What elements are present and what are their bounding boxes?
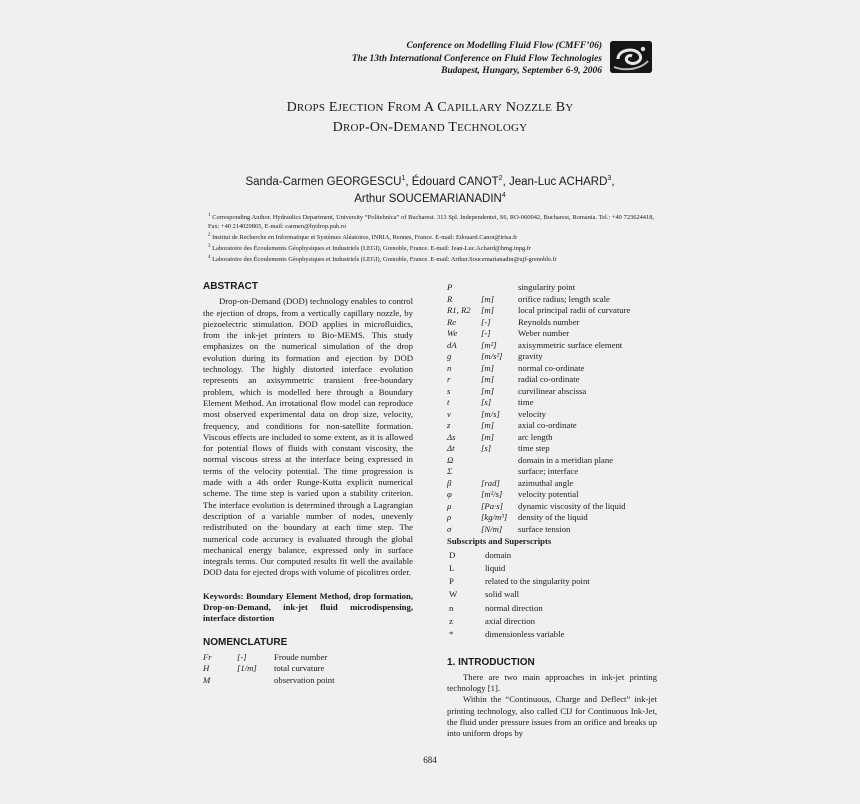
nomenclature-desc: normal co-ordinate [518,362,585,373]
subscript-desc: related to the singularity point [485,576,590,587]
nomenclature-row [447,455,630,467]
nomenclature-sym: Fr [203,651,212,662]
nomenclature-desc: domain in a meridian plane [518,454,614,465]
nomenclature-sym: Ω [447,454,454,465]
nomenclature-sym: σ [447,523,452,534]
nomenclature-sym: dA [447,339,457,350]
subscript-row [449,629,590,640]
subscript-sym: P [449,576,454,587]
subscript-desc: dimensionless variable [485,629,565,640]
nomenclature-sym: R [447,293,453,304]
subscript-sym: D [449,549,456,560]
subscript-row [449,589,590,600]
nomenclature-sym: We [447,328,458,338]
nomenclature-desc: surface; interface [518,466,579,476]
nomenclature-unit: [m] [481,431,495,442]
nomenclature-sym: ρ [447,512,452,522]
affiliation-item: $^4$ Laboratoire des Écoulements Géophysiques et Industriels (LEGI), Grenoble, France. E-mail: Arthur.Soucemarianadin@ujf-grenoble.fr [208,255,557,264]
subscript-sym: n [449,602,454,613]
nomenclature-row [447,363,630,375]
nomenclature-unit: [m] [481,362,495,373]
nomenclature-desc: gravity [518,351,543,361]
nomenclature-sym: Δt [447,443,455,453]
nomenclature-sym: H [203,663,210,674]
nomenclature-desc: orifice radius; length scale [518,293,610,304]
nomenclature-sym: r [447,374,451,384]
nomenclature-sym: φ [447,489,452,499]
nomenclature-row [447,328,630,340]
nomenclature-unit [237,675,274,687]
nomenclature-unit: [-] [481,328,491,338]
nomenclature-sym: z [447,420,451,430]
nomenclature-sym: β [447,477,452,488]
nomenclature-desc: axial co-ordinate [518,420,577,430]
subscript-row [449,576,590,587]
conference-logo [610,41,652,73]
nomenclature-desc: Reynolds number [518,316,580,327]
nomenclature-row [447,374,630,386]
nomenclature-unit: [Pa·s] [481,500,503,511]
nomenclature-sym: t [447,397,450,407]
nomenclature-desc: radial co-ordinate [518,374,580,384]
author-affil-mark: 4 [501,192,506,200]
nomenclature-unit: [-] [237,651,247,662]
nomenclature-row [447,420,630,432]
nomenclature-desc: surface tension [518,523,571,534]
nomenclature-row [447,340,630,352]
subscript-desc: liquid [485,562,506,573]
nomenclature-sym: Re [447,316,457,327]
nomenclature-row [447,443,630,455]
nomenclature-desc: density of the liquid [518,512,588,522]
nomenclature-unit: [m/s²] [481,351,503,361]
nomenclature-row [203,675,335,687]
nomenclature-sym: n [447,362,452,373]
nomenclature-unit: [rad] [481,477,500,488]
introduction-paragraph-1: There are two main approaches in ink-jet printing technology [1]. [447,671,657,694]
nomenclature-desc: velocity [518,408,546,419]
affiliation-item: $^3$ Laboratoire des Écoulements Géophysiques et Industriels (LEGI), Grenoble, France. E-mail: Jean-Luc.Achard@hmg.inpg.fr [208,244,532,253]
nomenclature-row [447,501,630,513]
nomenclature-table-left [203,652,335,687]
nomenclature-desc: time step [518,443,550,453]
nomenclature-row [447,351,630,363]
nomenclature-desc: axisymmetric surface element [518,339,623,350]
subscript-desc: normal direction [485,602,543,613]
nomenclature-unit [481,466,518,478]
nomenclature-desc: Weber number [518,328,570,338]
nomenclature-row [447,305,630,317]
nomenclature-desc: time [518,397,534,407]
nomenclature-desc: dynamic viscosity of the liquid [518,500,626,511]
subscripts-table [447,548,592,643]
subscript-desc: solid wall [485,589,520,600]
nomenclature-unit: [m] [481,374,495,384]
abstract-heading: ABSTRACT [203,281,258,292]
affiliation-item: $^1$ Corresponding Author. Hydraulics Department, University “Politehnica” of Bucharest. 313 Spl. Independentei, S6, RO-060042, Bucharest, Romania. Tel.: +40 723624418, Fax: +40 214029865, E-mail: carmen@hydrop.pub.ro [208,213,654,231]
nomenclature-unit: [m] [481,305,495,315]
left-column [203,281,413,686]
nomenclature-unit: [m²] [481,339,497,350]
author-name: Sanda-Carmen GEORGESCU [245,175,402,188]
nomenclature-desc: Froude number [274,651,328,662]
nomenclature-row [447,409,630,421]
affiliations [208,211,654,265]
nomenclature-unit: [m/s] [481,408,500,419]
nomenclature-sym: M [203,674,211,685]
nomenclature-unit: [m] [481,385,495,396]
nomenclature-row [447,282,630,294]
nomenclature-desc: velocity potential [518,489,579,499]
nomenclature-row [447,524,630,536]
author-name: Jean-Luc ACHARD [508,175,608,188]
nomenclature-unit: [kg/m³] [481,512,508,522]
nomenclature-unit [481,455,518,467]
nomenclature-row [447,386,630,398]
header-line-2: The 13th International Conference on Fluid Flow Technologies [351,53,602,64]
subscript-sym: W [449,589,458,600]
nomenclature-desc: singularity point [518,282,576,292]
nomenclature-desc: local principal radii of curvature [518,305,631,315]
nomenclature-table-right [447,282,630,535]
nomenclature-row [447,512,630,524]
introduction-heading: 1. INTRODUCTION [447,656,535,668]
subscript-sym: * [449,629,454,640]
nomenclature-unit: [s] [481,443,492,453]
author-affil-mark: 1 [401,175,406,182]
subscripts-heading: Subscripts and Superscripts [447,536,552,546]
subscript-desc: axial direction [485,615,535,626]
nomenclature-row [447,432,630,444]
affiliation-item: $^2$ Institut de Recherche en Informatique et Systèmes Aléatoires, INRIA, Rennes, France. E-mail: Edouard.Canot@irisa.fr [208,233,518,242]
nomenclature-sym: P [447,282,453,292]
conference-header [352,40,602,78]
nomenclature-sym: μ [447,500,452,511]
header-line-3: Budapest, Hungary, September 6-9, 2006 [441,66,602,76]
author-name: Arthur SOUCEMARIANADIN [354,193,502,206]
nomenclature-unit: [m] [481,293,495,304]
right-column [447,282,657,740]
nomenclature-row [203,663,335,675]
nomenclature-desc: arc length [518,431,553,442]
nomenclature-row [447,397,630,409]
nomenclature-sym: Σ [447,466,453,476]
nomenclature-row [447,294,630,306]
nomenclature-unit: [s] [481,397,492,407]
abstract-text: Drop-on-Demand (DOD) technology enables to control the ejection of drops, from a vertically capillary nozzle, by piezoelectric stimulation. DOD applies in microfluidics, from the ink-jet printers to Bio-MEMS. This study emphasizes on the numerical simulation of the drop evolution during its formation and ejection by DOD technology. The highly distorted interface evolution represents an axisymmetric transient free-boundary problem, which is modelled here through a Boundary Element Method. An irrotational flow model can reproduce most observed experimental data on drop size, velocity, frequency, and conditions for non-satellite formation. Viscous effects are included to some extent, as it is allowed for potential flows of fluids with constant viscosity, the normal viscous stress at the interface being expressed in terms of the velocity potential. The time progression is made with a 4th order Runge-Kutta explicit numerical scheme. The time step is varied upon a stability criterion. The interface evolution is determined through a Lagrangian description of a variable number of nodes, unevenly redistributed on the boundary at each time step. The numerical code accuracy is evaluated through the global mechanical energy balance, expressed only in surface integrals terms. Our computed results fit well the available DOD data for ejected drops with volume of picolitres order. [203,296,413,578]
subscript-row [449,563,590,574]
author-affil-mark: 2 [498,175,503,182]
nomenclature-row [203,652,335,664]
author-name: Édouard CANOT [411,175,499,188]
author-list: Sanda-Carmen GEORGESCU$^1$, Édouard CANOT$^2$, Jean-Luc ACHARD$^3$, Arthur SOUCEMARIANADIN$^4$ [245,175,615,206]
subscript-row [449,550,590,561]
subscript-row [449,616,590,627]
subscript-row [449,603,590,614]
nomenclature-unit [481,282,518,294]
nomenclature-unit: [N/m] [481,523,503,534]
nomenclature-unit: [1/m] [237,663,257,674]
subscript-desc: domain [485,549,512,560]
author-affil-mark: 3 [607,175,612,182]
subscript-sym: L [449,562,455,573]
page-number: 684 [423,755,437,765]
nomenclature-desc: observation point [274,674,335,685]
paper-title-line-1: DROPS EJECTION FROM A CAPILLARY NOZZLE BY [286,100,574,115]
subscript-sym: z [449,615,453,626]
nomenclature-desc: azimuthal angle [518,477,574,488]
nomenclature-row [447,317,630,329]
nomenclature-unit: [m] [481,420,495,430]
nomenclature-unit: [m²/s] [481,489,503,499]
nomenclature-sym: v [447,408,451,419]
nomenclature-row [447,489,630,501]
nomenclature-sym: s [447,385,451,396]
paper-title-line-2: DROP-ON-DEMAND TECHNOLOGY [332,120,528,135]
nomenclature-desc: total curvature [274,663,325,674]
keywords: Keywords: Boundary Element Method, drop formation, Drop-on-Demand, ink-jet fluid microdispensing, interface distortion [203,590,413,624]
nomenclature-desc: curvilinear abscissa [518,385,587,396]
nomenclature-heading: NOMENCLATURE [203,636,288,648]
nomenclature-sym: R1, R2 [447,305,471,315]
nomenclature-sym: g [447,351,452,361]
nomenclature-row [447,478,630,490]
nomenclature-unit: [-] [481,316,491,327]
introduction-paragraph-2: Within the “Continuous, Charge and Deflect” ink-jet printing technology, also called CIJ for Continuous Ink-Jet, the fluid under pressure issues from an orifice and breaks up into uniform drops by [447,694,657,739]
nomenclature-sym: Δs [447,431,456,442]
header-line-1: Conference on Modelling Fluid Flow (CMFF’06) [406,41,602,51]
nomenclature-row [447,466,630,478]
